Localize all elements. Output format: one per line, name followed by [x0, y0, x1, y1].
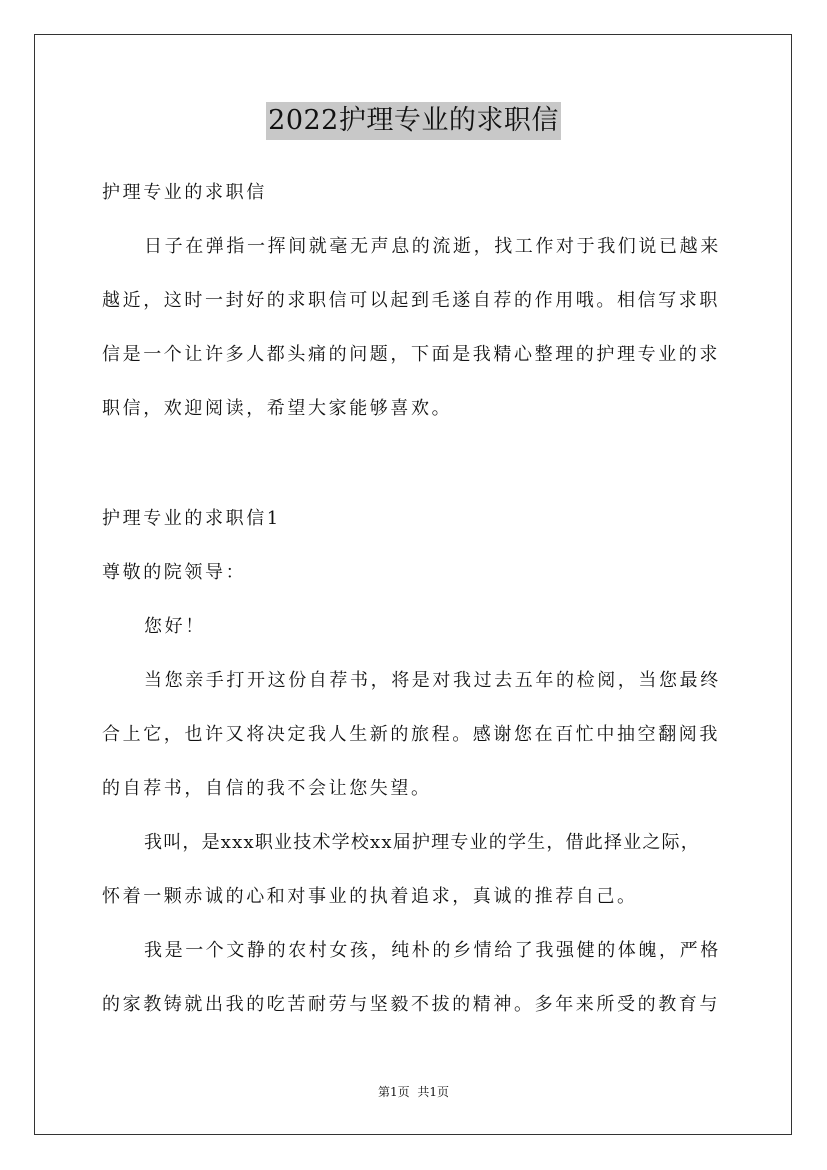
paragraph2-line-2: 怀着一颗赤诚的心和对事业的执着追求，真诚的推荐自己。	[102, 886, 638, 907]
salutation: 尊敬的院领导：	[102, 562, 247, 583]
intro-line-4: 职信，欢迎阅读，希望大家能够喜欢。	[102, 398, 453, 419]
paragraph2-line-1: 我叫，是xxx职业技术学校xx届护理专业的学生，借此择业之际，	[144, 832, 700, 853]
page-total: 共1页	[417, 1085, 450, 1099]
page-footer	[0, 1084, 827, 1100]
paragraph3-line-1: 我是一个文静的农村女孩，纯朴的乡情给了我强健的体魄，严格	[144, 940, 721, 961]
paragraph1-line-2: 合上它，也许又将决定我人生新的旅程。感谢您在百忙中抽空翻阅我	[102, 724, 720, 745]
intro-line-1: 日子在弹指一挥间就毫无声息的流逝，找工作对于我们说已越来	[144, 236, 721, 257]
document-title: 2022护理专业的求职信	[266, 102, 561, 140]
greeting: 您好！	[144, 616, 206, 637]
paragraph3-line-2: 的家教铸就出我的吃苦耐劳与坚毅不拔的精神。多年来所受的教育与	[102, 994, 720, 1015]
intro-line-3: 信是一个让许多人都头痛的问题，下面是我精心整理的护理专业的求	[102, 344, 720, 365]
intro-line-2: 越近，这时一封好的求职信可以起到毛遂自荐的作用哦。相信写求职	[102, 290, 720, 311]
document-subtitle: 护理专业的求职信	[102, 182, 267, 203]
paragraph1-line-1: 当您亲手打开这份自荐书，将是对我过去五年的检阅，当您最终	[144, 670, 721, 691]
section-heading: 护理专业的求职信1	[102, 508, 281, 529]
page-number: 第1页	[377, 1085, 410, 1099]
paragraph1-line-3: 的自荐书，自信的我不会让您失望。	[102, 778, 432, 799]
title-container	[0, 102, 827, 140]
